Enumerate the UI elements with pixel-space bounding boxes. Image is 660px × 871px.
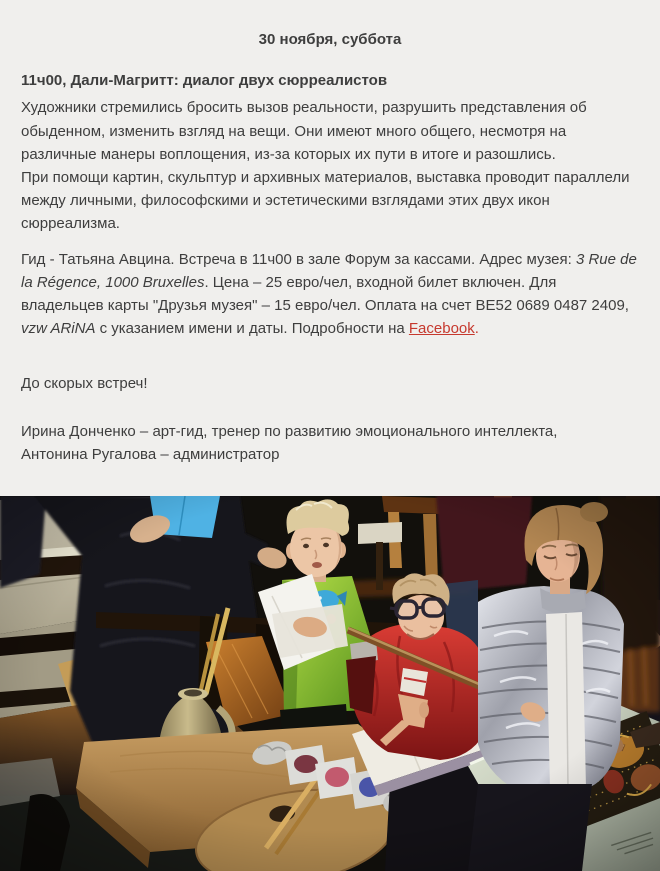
signature <box>21 420 639 466</box>
farewell-text: До скорых встреч! <box>21 375 148 393</box>
museum-photo <box>0 496 660 871</box>
museum-address: 3 Rue de la Régence, 1000 Bruxelles <box>21 250 637 291</box>
org-name: vzw ARiNA <box>21 320 96 338</box>
description-sentence-2: При помощи картин, скульптур и архивных материалов, выставка проводит параллели между личными, философскими и эстетическими взглядами этих двух икон сюрреализма. <box>21 169 630 233</box>
event-details <box>21 248 639 341</box>
signature-line-2: Антонина Ругалова – администратор <box>21 445 280 463</box>
details-text-4: . <box>474 320 479 338</box>
description-sentence-1: Художники стремились бросить вызов реальности, разрушить представления об обыденном, изменить взгляд на вещи. Они имеют много общего, несмотря на различные манеры воплощения, из-за которых их пути в итоге и разошлись. <box>21 99 587 163</box>
details-text-1: Гид - Татьяна Авцина. Встреча в 11ч00 в зале Форум за кассами. Адрес музея: <box>21 250 576 268</box>
facebook-link[interactable]: Facebook <box>408 320 475 338</box>
details-text-2: . Цена – 25 евро/чел, входной билет включен. Для владельцев карты "Друзья музея" – 15 евро/чел. Оплата на счет BE52 0689 0487 2409, <box>21 273 629 315</box>
date-title: 30 ноября, суббота <box>258 31 402 48</box>
event-description <box>21 96 639 235</box>
event-heading: 11ч00, Дали-Магритт: диалог двух сюрреалистов <box>21 72 388 90</box>
signature-line-1: Ирина Донченко – арт-гид, тренер по развитию эмоционального интеллекта, <box>21 422 558 440</box>
museum-photo-illustration <box>0 496 660 871</box>
details-text-3: с указанием имени и даты. Подробности на <box>95 320 409 338</box>
newsletter-body <box>0 28 660 466</box>
